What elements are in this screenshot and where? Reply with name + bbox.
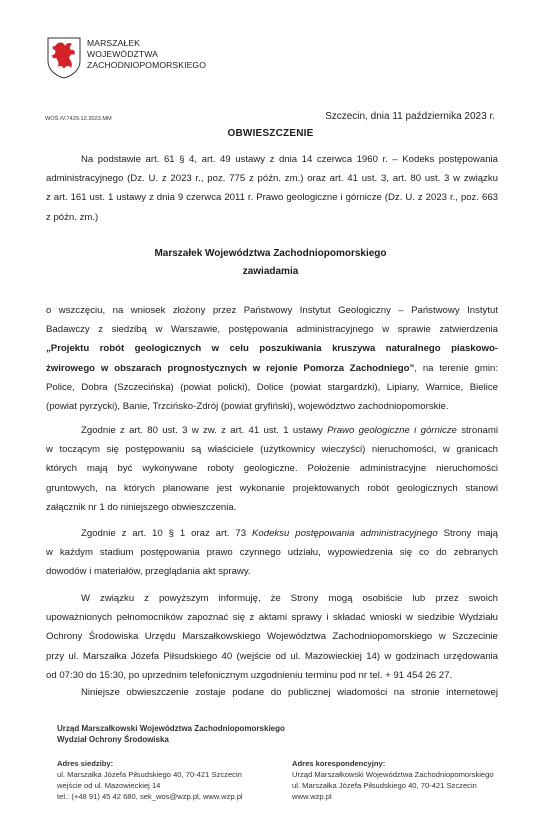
footer-organization: Urząd Marszałkowski Województwa Zachodniopomorskiego Wydział Ochrony Środowiska <box>57 724 285 744</box>
footer-contact-line: tel.: (+48 91) 45 42 680, sek_wos@wzp.pl, www.wzp.pl <box>57 792 243 801</box>
authority-heading: Marszałek Województwa Zachodniopomorskiego zawiadamia <box>154 248 387 277</box>
griffin-coat-of-arms-icon <box>47 37 81 79</box>
notice-paragraph-5: Niniejsze obwieszczenie zostaje podane do publicznej wiadomości na stronie internetowej <box>81 687 498 698</box>
organization-name: MARSZAŁEK WOJEWÓDZTWA ZACHODNIOPOMORSKIEGO <box>87 38 206 70</box>
notice-paragraph-4: W związku z powyższym informuję, że Strony mogą osobiście lub przez swoich upoważnionych pełnomocników zapoznać się z aktami sprawy i składać wnioski w siedzibie Wydziału Ochrony Środowiska Urzędu Marszałkowskiego Województwa Zachodniopomorskiego w Szczecinie przy ul. Marszałka Józefa Piłsudskiego 40 (wejście od ul. Mazowieckiej 14) w godzinach urzędowania od 07:30 do 15:30, po uprzednim telefonicznym uzgodnieniu terminu pod nr tel. + 91 454 26 27. <box>46 593 498 681</box>
place-and-date: Szczecin, dnia 11 października 2023 r. <box>325 111 495 122</box>
footer-correspondence-address: Adres korespondencyjny: Urząd Marszałkowski Województwa Zachodniopomorskiego ul. Marszałka Józefa Piłsudskiego 40, 70-421 Szczecin www.wzp.pl <box>292 759 494 801</box>
legal-basis-paragraph: Na podstawie art. 61 § 4, art. 49 ustawy z dnia 14 czerwca 1960 r. – Kodeks postępowania administracyjnego (Dz. U. z 2023 r., poz. 775 z późn. zm.) oraz art. 41 ust. 3, art. 80 ust. 3 w związku z art. 161 ust. 1 ustawy z dnia 9 czerwca 2011 r. Prawo geologiczne i górnicze (Dz. U. z 2023 r., poz. 663 z późn. zm.) <box>46 154 498 223</box>
document-title: OBWIESZCZENIE <box>227 128 314 139</box>
notice-paragraph-3: Zgodnie z art. 10 § 1 oraz art. 73 Kodeksu postępowania administracyjnego Strony mają w każdym stadium postępowania prawo czynnego udziału, wypowiedzenia się co do zebranych dowodów i materiałów, przeglądania akt sprawy. <box>46 528 498 578</box>
notice-paragraph-2: Zgodnie z art. 80 ust. 3 w zw. z art. 41 ust. 1 ustawy Prawo geologiczne i górnicze stronami w toczącym się postępowaniu są właściciele (użytkownicy wieczyści) nieruchomości, w granicach których mają być wykonywane roboty geologiczne. Położenie administracyjne nieruchomości gruntowych, na których planowane jest wykonanie projektowanych robót geologicznych stanowi załącznik nr 1 do niniejszego obwieszczenia. <box>46 425 499 513</box>
footer-seat-address: Adres siedziby: ul. Marszałka Józefa Piłsudskiego 40, 70-421 Szczecin wejście od ul. Mazowieckiej 14 tel.: (+48 91) 45 42 680, sek_wos@wzp.pl, www.wzp.pl <box>57 759 243 801</box>
footer-website-link: www.wzp.pl <box>292 792 332 801</box>
notice-paragraph-1: o wszczęciu, na wniosek złożony przez Państwowy Instytut Geologiczny – Państwowy Instytut Badawczy z siedzibą w Warszawie, postępowania administracyjnego w sprawie zatwierdzenia „Projektu robót geologicznych w celu poszukiwania kruszywa naturalnego piaskowo- żwirowego w obszarach prognostycznych w rejonie Pomorza Zachodniego”, na terenie gmin: Police, Dobra (Szczecińska) (powiat policki), Dolice (powiat stargardzki), Lipiany, Warnice, Bielice (powiat pyrzycki), Banie, Trzcińsko-Zdrój (powiat gryfiński), województwo zachodniopomorskie. <box>46 305 498 412</box>
reference-number: WOŚ-IV.7429.12.2023.MM <box>45 116 112 122</box>
